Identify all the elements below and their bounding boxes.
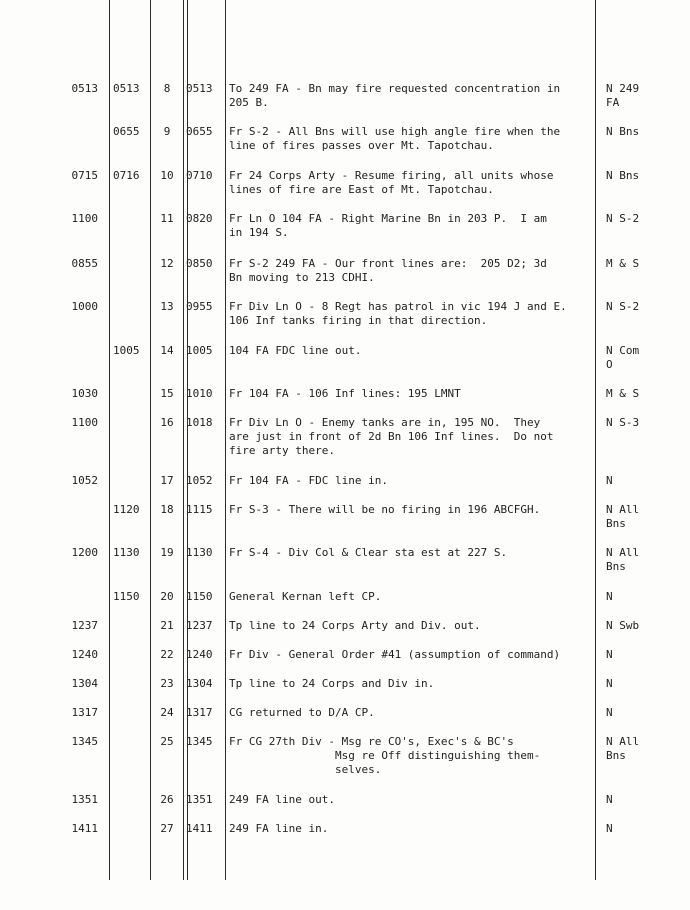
message-line: Fr Div - General Order #41 (assumption of command) [229,648,561,661]
time-out: 1150 [186,590,213,603]
action-line: Bns [606,560,626,573]
action-taken [606,474,686,488]
message-line: Fr 104 FA - 106 Inf lines: 195 LMNT [229,387,461,400]
action-taken [606,677,686,691]
action-line: N 249 [606,82,640,95]
message-line: Fr Div Ln O - 8 Regt has patrol in vic 194 J and E. [229,300,567,313]
action-line: N [606,474,613,487]
serial-number: 18 [160,503,174,516]
time-out: 0955 [186,300,213,313]
message-text [229,546,591,560]
message-text [229,125,591,153]
serial-number: 24 [160,706,174,719]
time-in: 0855 [71,257,98,270]
serial-number: 11 [160,212,174,225]
action-taken [606,257,686,271]
message-text [229,619,591,633]
action-line: N All [606,546,640,559]
action-taken [606,212,686,226]
message-text [229,706,591,720]
time-in: 1030 [71,387,98,400]
time-in: 1304 [71,677,98,690]
time-out: 1018 [186,416,213,429]
serial-number: 19 [160,546,174,559]
message-line: 205 B. [229,96,269,109]
serial-number: 12 [160,257,174,270]
action-taken [606,546,686,574]
message-line: Fr Div Ln O - Enemy tanks are in, 195 NO. They [229,416,541,429]
message-text [229,344,591,358]
time-filed: 0655 [113,125,140,138]
message-line: To 249 FA - Bn may fire requested concentration in [229,82,561,95]
message-text [229,503,591,517]
column-rule [225,0,226,880]
column-rule [183,0,184,880]
serial-number: 21 [160,619,174,632]
message-line: selves. [229,763,382,776]
message-line: Fr S-2 - All Bns will use high angle fire when the [229,125,561,138]
time-filed: 1120 [113,503,140,516]
action-taken [606,706,686,720]
message-text [229,793,591,807]
serial-number: 26 [160,793,174,806]
message-line: 106 Inf tanks firing in that direction. [229,314,488,327]
serial-number: 22 [160,648,174,661]
time-in: 1351 [71,793,98,806]
time-in: 1100 [71,416,98,429]
message-line: Fr S-3 - There will be no firing in 196 ABCFGH. [229,503,541,516]
serial-number: 8 [163,82,171,95]
time-in: 1237 [71,619,98,632]
message-line: Fr CG 27th Div - Msg re CO's, Exec's & BC's [229,735,514,748]
time-out: 1005 [186,344,213,357]
time-out: 1345 [186,735,213,748]
time-in: 1411 [71,822,98,835]
time-in: 1240 [71,648,98,661]
message-line: Tp line to 24 Corps Arty and Div. out. [229,619,481,632]
serial-number: 14 [160,344,174,357]
time-in: 1345 [71,735,98,748]
time-filed: 0716 [113,169,140,182]
message-text [229,387,591,401]
column-rule [109,0,110,880]
column-rule [150,0,151,880]
message-line: Msg re Off distinguishing them- [229,749,541,762]
time-filed: 1150 [113,590,140,603]
time-out: 1115 [186,503,213,516]
time-out: 1411 [186,822,213,835]
action-line: N [606,648,613,661]
action-taken [606,82,686,110]
action-taken [606,619,686,633]
message-line: 249 FA line in. [229,822,329,835]
action-line: M & S [606,387,640,400]
message-line: lines of fire are East of Mt. Tapotchau. [229,183,494,196]
time-out: 0513 [186,82,213,95]
action-line: Bns [606,517,626,530]
message-text [229,169,591,197]
message-line: in 194 S. [229,226,289,239]
time-filed: 1130 [113,546,140,559]
action-line: N All [606,503,640,516]
time-in: 0715 [71,169,98,182]
message-text [229,474,591,488]
action-taken [606,503,686,531]
serial-number: 20 [160,590,174,603]
time-out: 0850 [186,257,213,270]
action-line: N S-2 [606,212,640,225]
action-taken [606,735,686,763]
action-taken [606,344,686,372]
action-taken [606,822,686,836]
time-out: 1010 [186,387,213,400]
message-text [229,648,591,662]
time-out: 0820 [186,212,213,225]
action-line: N [606,677,613,690]
serial-number: 15 [160,387,174,400]
message-line: Fr S-2 249 FA - Our front lines are: 205 D2; 3d [229,257,547,270]
serial-number: 25 [160,735,174,748]
action-taken [606,416,686,430]
message-line: Tp line to 24 Corps and Div in. [229,677,435,690]
message-line: are just in front of 2d Bn 106 Inf lines. Do not [229,430,554,443]
serial-number: 9 [163,125,171,138]
time-out: 1237 [186,619,213,632]
time-out: 1304 [186,677,213,690]
action-taken [606,300,686,314]
time-out: 1351 [186,793,213,806]
action-line: N Com [606,344,640,357]
action-line: N [606,590,613,603]
serial-number: 10 [160,169,174,182]
time-in: 1000 [71,300,98,313]
message-line: line of fires passes over Mt. Tapotchau. [229,139,494,152]
time-filed: 0513 [113,82,140,95]
action-line: M & S [606,257,640,270]
action-taken [606,648,686,662]
column-rule [595,0,596,880]
action-line: N [606,706,613,719]
serial-number: 23 [160,677,174,690]
action-line: Bns [606,749,626,762]
time-out: 1052 [186,474,213,487]
message-line: Fr S-4 - Div Col & Clear sta est at 227 S. [229,546,508,559]
message-line: Fr Ln O 104 FA - Right Marine Bn in 203 P. I am [229,212,547,225]
message-line: fire arty there. [229,444,335,457]
action-line: N All [606,735,640,748]
serial-number: 17 [160,474,174,487]
message-text [229,82,591,110]
message-text [229,677,591,691]
action-taken [606,169,686,183]
action-taken [606,793,686,807]
time-in: 1200 [71,546,98,559]
action-line: N S-2 [606,300,640,313]
action-line: O [606,358,613,371]
time-out: 1240 [186,648,213,661]
time-in: 1052 [71,474,98,487]
message-text [229,300,591,328]
action-taken [606,125,686,139]
time-in: 1317 [71,706,98,719]
message-text [229,416,591,458]
time-filed: 1005 [113,344,140,357]
time-in: 1100 [71,212,98,225]
message-line: Bn moving to 213 CDHI. [229,271,375,284]
action-line: N Swb [606,619,640,632]
message-text [229,590,591,604]
action-line: FA [606,96,620,109]
message-line: 249 FA line out. [229,793,335,806]
message-line: Fr 104 FA - FDC line in. [229,474,388,487]
action-taken [606,387,686,401]
action-line: N Bns [606,125,640,138]
message-text [229,822,591,836]
action-line: N [606,793,613,806]
message-text [229,212,591,240]
message-line: General Kernan left CP. [229,590,382,603]
action-line: N S-3 [606,416,640,429]
message-line: 104 FA FDC line out. [229,344,362,357]
message-text [229,735,591,777]
message-line: CG returned to D/A CP. [229,706,375,719]
time-in: 0513 [71,82,98,95]
message-line: Fr 24 Corps Arty - Resume firing, all units whose [229,169,554,182]
serial-number: 27 [160,822,174,835]
time-out: 1130 [186,546,213,559]
serial-number: 13 [160,300,174,313]
message-text [229,257,591,285]
time-out: 0710 [186,169,213,182]
action-taken [606,590,686,604]
time-out: 0655 [186,125,213,138]
action-line: N Bns [606,169,640,182]
time-out: 1317 [186,706,213,719]
action-line: N [606,822,613,835]
serial-number: 16 [160,416,174,429]
